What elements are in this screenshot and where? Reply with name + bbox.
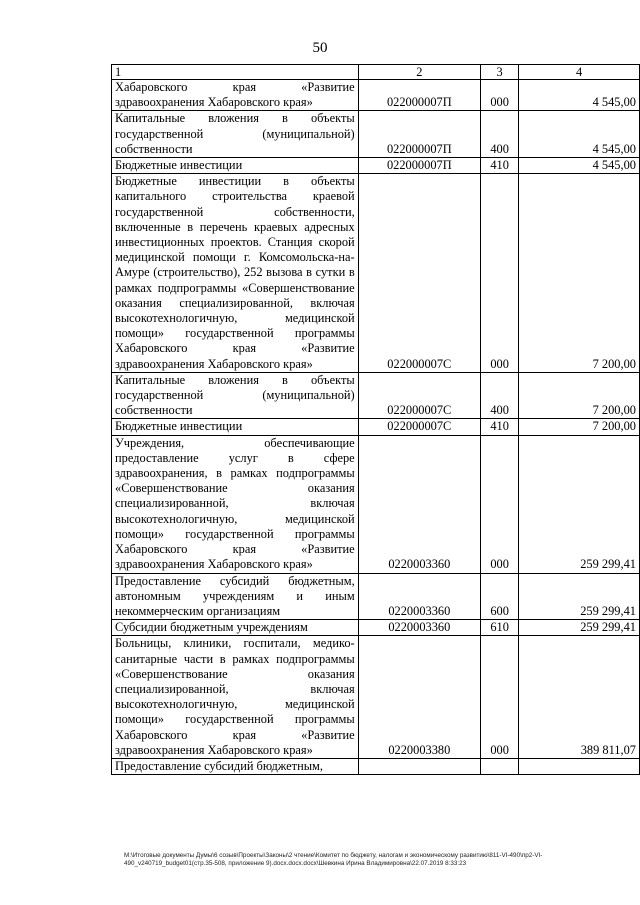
row-type: 600 bbox=[480, 573, 518, 620]
row-type: 410 bbox=[480, 158, 518, 174]
row-name: Предоставление субсидий бюджетным, bbox=[112, 758, 359, 774]
row-amount: 389 811,07 bbox=[519, 636, 640, 759]
row-code: 0220003360 bbox=[358, 573, 480, 620]
row-amount: 7 200,00 bbox=[519, 419, 640, 435]
row-type: 410 bbox=[480, 419, 518, 435]
row-code bbox=[358, 758, 480, 774]
row-name: Больницы, клиники, госпитали, медико-санитарные части в рамках подпрограммы «Совершенствование оказания специализированной, включая высокотехнологичную, медицинской помощи» государственной программы Хабаровского края «Развитие здравоохранения Хабаровского края» bbox=[112, 636, 359, 759]
row-code: 022000007С bbox=[358, 372, 480, 419]
row-name: Капитальные вложения в объекты государственной (муниципальной) собственности bbox=[112, 111, 359, 158]
document-path-footer: M:\Итоговые документы Думы\6 созыв\Проекты\Законы\2 чтение\Комитет по бюджету, налогам и экономическому развитию\811-VI-490\пр2-VI-490_v240719_budget01(стр.35-508, приложение 9).docx.docx.docx\Шевкина Ирина Владимировна\22.07.2019 8:33:23 bbox=[124, 852, 543, 867]
table-row bbox=[112, 620, 640, 636]
table-header-row bbox=[112, 65, 640, 80]
row-name: Хабаровского края «Развитие здравоохранения Хабаровского края» bbox=[112, 80, 359, 111]
row-type: 000 bbox=[480, 80, 518, 111]
row-code: 0220003360 bbox=[358, 620, 480, 636]
row-amount: 7 200,00 bbox=[519, 174, 640, 373]
table-row bbox=[112, 372, 640, 419]
row-amount: 259 299,41 bbox=[519, 435, 640, 573]
row-code: 022000007С bbox=[358, 174, 480, 373]
row-name: Капитальные вложения в объекты государственной (муниципальной) собственности bbox=[112, 372, 359, 419]
table-row bbox=[112, 80, 640, 111]
row-amount: 259 299,41 bbox=[519, 620, 640, 636]
row-code: 022000007П bbox=[358, 80, 480, 111]
header-col-1: 1 bbox=[112, 65, 359, 80]
row-amount: 4 545,00 bbox=[519, 158, 640, 174]
header-col-3: 3 bbox=[480, 65, 518, 80]
row-type: 000 bbox=[480, 435, 518, 573]
row-name: Учреждения, обеспечивающие предоставление услуг в сфере здравоохранения, в рамках подпрограммы «Совершенствование оказания специализированной, включая высокотехнологичную, медицинской помощи» государственной программы Хабаровского края «Развитие здравоохранения Хабаровского края» bbox=[112, 435, 359, 573]
table-row bbox=[112, 758, 640, 774]
row-code: 0220003380 bbox=[358, 636, 480, 759]
table-row bbox=[112, 158, 640, 174]
row-name: Бюджетные инвестиции bbox=[112, 419, 359, 435]
row-amount: 7 200,00 bbox=[519, 372, 640, 419]
row-name: Субсидии бюджетным учреждениям bbox=[112, 620, 359, 636]
row-amount bbox=[519, 758, 640, 774]
row-name: Предоставление субсидий бюджетным, автономным учреждениям и иным некоммерческим организациям bbox=[112, 573, 359, 620]
row-name: Бюджетные инвестиции в объекты капитального строительства краевой государственной собственности, включенные в перечень краевых адресных инвестиционных проектов. Станция скорой медицинской помощи г. Комсомольска-на-Амуре (строительство), 252 вызова в сутки в рамках подпрограммы «Совершенствование оказания специализированной, включая высокотехнологичную, медицинской помощи» государственной программы Хабаровского края «Развитие здравоохранения Хабаровского края» bbox=[112, 174, 359, 373]
budget-table bbox=[111, 64, 640, 775]
table-row bbox=[112, 573, 640, 620]
row-code: 022000007П bbox=[358, 158, 480, 174]
row-type: 400 bbox=[480, 111, 518, 158]
table-row bbox=[112, 174, 640, 373]
row-code: 0220003360 bbox=[358, 435, 480, 573]
row-amount: 4 545,00 bbox=[519, 111, 640, 158]
row-name: Бюджетные инвестиции bbox=[112, 158, 359, 174]
table-row bbox=[112, 111, 640, 158]
row-type: 610 bbox=[480, 620, 518, 636]
table-row bbox=[112, 419, 640, 435]
header-col-4: 4 bbox=[519, 65, 640, 80]
row-type: 000 bbox=[480, 174, 518, 373]
row-code: 022000007П bbox=[358, 111, 480, 158]
header-col-2: 2 bbox=[358, 65, 480, 80]
table-row bbox=[112, 435, 640, 573]
row-type: 000 bbox=[480, 636, 518, 759]
page-number: 50 bbox=[312, 40, 328, 56]
row-code: 022000007С bbox=[358, 419, 480, 435]
row-amount: 4 545,00 bbox=[519, 80, 640, 111]
table-row bbox=[112, 636, 640, 759]
row-type bbox=[480, 758, 518, 774]
row-type: 400 bbox=[480, 372, 518, 419]
row-amount: 259 299,41 bbox=[519, 573, 640, 620]
